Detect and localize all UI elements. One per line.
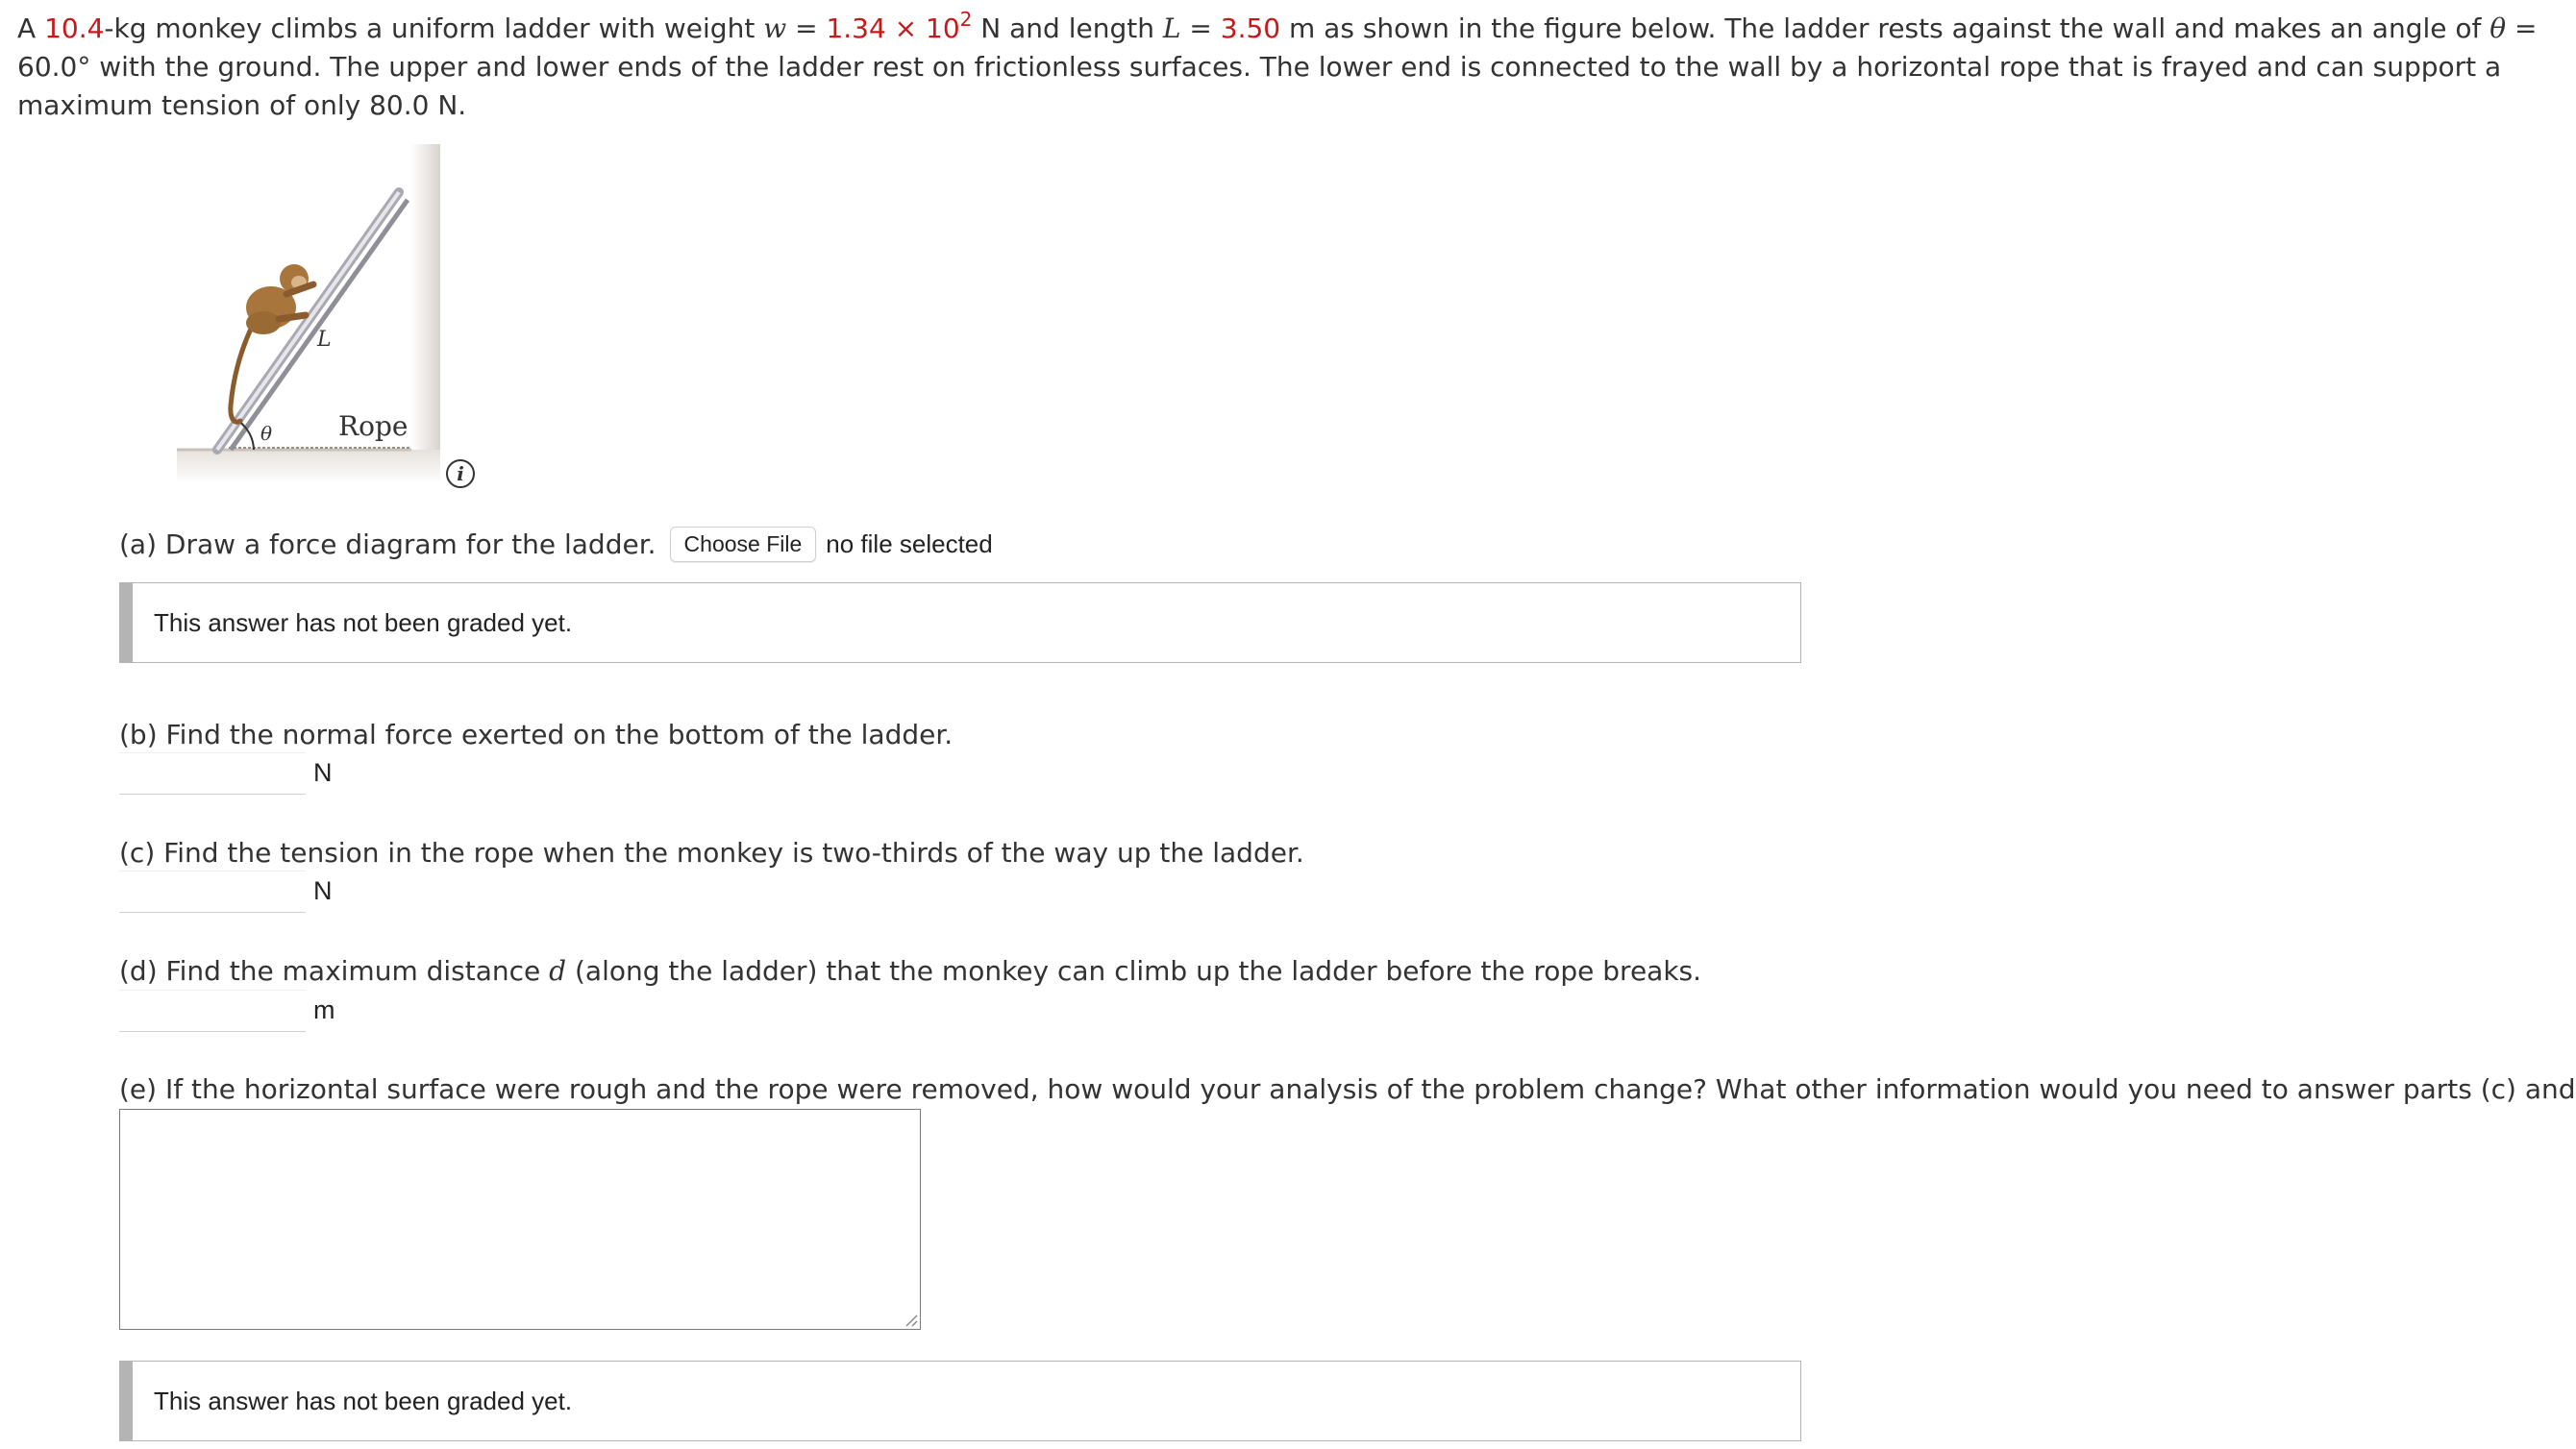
- graded-status-e: This answer has not been graded yet.: [119, 1361, 1801, 1441]
- part-e-question: (e) If the horizontal surface were rough and the rope were removed, how would your analysis of the problem change? What other information would you need to answer parts (c) and: [119, 1073, 2576, 1105]
- part-d-text: (d) Find the maximum distance: [119, 955, 550, 987]
- label-l: L: [317, 328, 332, 352]
- part-e-essay-textarea[interactable]: [119, 1109, 921, 1330]
- length-variable: L: [1162, 12, 1181, 44]
- d-variable: d: [549, 955, 567, 987]
- part-d-question: [119, 955, 1701, 988]
- mass-value: 10.4: [44, 12, 105, 44]
- part-b-question: (b) Find the normal force exerted on the bottom of the ladder.: [119, 719, 954, 750]
- info-icon[interactable]: i: [446, 459, 475, 488]
- graded-status-a: This answer has not been graded yet.: [119, 582, 1801, 663]
- part-c-unit: N: [313, 876, 333, 905]
- weight-variable: w: [763, 12, 787, 44]
- weight-value: [826, 7, 973, 44]
- label-theta: θ: [260, 422, 273, 445]
- part-d-unit: m: [313, 995, 335, 1024]
- problem-text: m as shown in the figure below. The ladder rests against the wall and makes an angle of: [1280, 12, 2490, 44]
- weight-exponent: 2: [959, 7, 973, 31]
- problem-text: =: [1180, 12, 1221, 44]
- theta-variable: θ: [2489, 12, 2507, 44]
- label-rope: Rope: [338, 410, 409, 442]
- file-status: no file selected: [826, 529, 993, 558]
- part-c-question: (c) Find the tension in the rope when the monkey is two-thirds of the way up the ladder.: [119, 837, 1304, 869]
- choose-file-button[interactable]: Choose File: [670, 527, 817, 562]
- problem-text: = 60.0° with the ground. The upper and lower ends of the ladder rest on frictionless surfaces. The lower end is connected to the wall by a horizontal rope that is frayed and can support a maximum tension of only 80.0 N.: [17, 12, 2538, 121]
- length-value: 3.50: [1220, 12, 1281, 44]
- part-d-answer-input[interactable]: [119, 990, 306, 1032]
- wall: [411, 144, 440, 480]
- part-a-row: [119, 527, 993, 562]
- part-d-text: (along the ladder) that the monkey can climb up the ladder before the rope breaks.: [566, 955, 1702, 987]
- part-b-unit: N: [313, 758, 333, 787]
- weight-coefficient: 1.34 × 10: [826, 12, 960, 44]
- monkey-illustration: [231, 264, 313, 422]
- part-b-answer-input[interactable]: [119, 752, 306, 795]
- floor: [177, 450, 440, 484]
- problem-text: =: [786, 12, 827, 44]
- part-c-answer-input[interactable]: [119, 871, 306, 913]
- problem-text: -kg monkey climbs a uniform ladder with weight: [104, 12, 764, 44]
- part-a-question: (a) Draw a force diagram for the ladder.: [119, 528, 656, 560]
- problem-text: A: [17, 12, 45, 44]
- resize-grip-icon[interactable]: [904, 1314, 918, 1327]
- problem-statement: [17, 7, 2555, 125]
- problem-text: N and length: [972, 12, 1163, 44]
- ladder-figure: [171, 144, 450, 490]
